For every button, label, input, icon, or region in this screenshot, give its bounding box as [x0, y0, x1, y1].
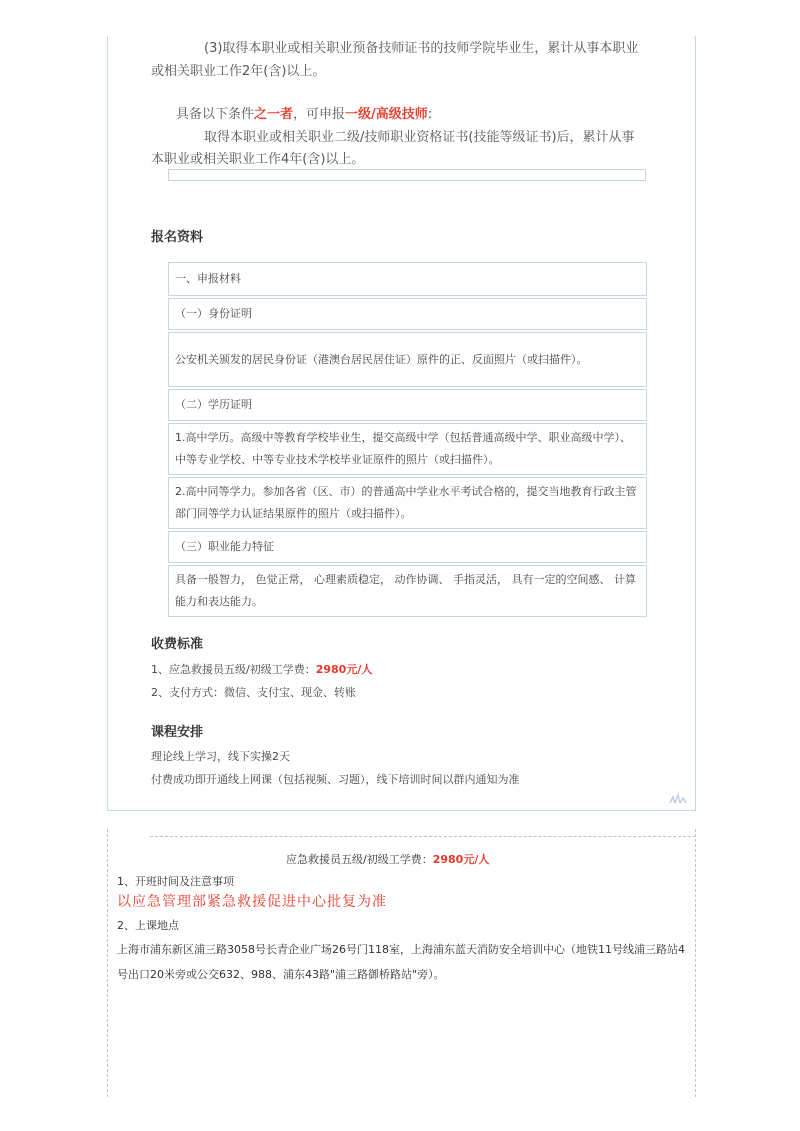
table-row: （一）身份证明	[168, 298, 647, 330]
location-address: 上海市浦东新区浦三路3058号长青企业广场26号门118室，上海浦东蓝天消防安全培训中心（地铁11号线浦三路站4号出口20米旁或公交632、988、浦东43路"浦三路御桥路站"旁）。	[117, 943, 685, 981]
table-row: 2.高中同等学力。参加各省（区、市）的普通高中学业水平考试合格的，提交当地教育行政主管部门同等学力认证结果原件的照片（或扫描件）。	[168, 477, 647, 529]
advanced-condition-intro	[176, 104, 432, 126]
fee-item-2: 2、支付方式：微信、支付宝、现金、转账	[151, 686, 356, 699]
empty-table-row	[168, 169, 646, 181]
approval-notice: 以应急管理部紧急救援促进中心批复为准	[117, 894, 387, 910]
schedule-line-2: 付费成功即开通线上网课（包括视频、习题），线下培训时间以群内通知为准	[151, 773, 520, 786]
registration-table	[168, 262, 647, 619]
section2-fee	[286, 851, 489, 867]
info-panel-top-border	[150, 836, 696, 837]
advanced-condition-line2: 本职业或相关职业工作4年(含)以上。	[151, 152, 365, 167]
table-row: （二）学历证明	[168, 389, 647, 421]
intro-colon: :	[427, 107, 433, 122]
table-row: 1.高中学历。高级中等教育学校毕业生，提交高级中学（包括普通高级中学、职业高级中学）、中等专业学校、中等专业技术学校毕业证原件的照片（或扫描件）。	[168, 423, 647, 475]
fee-price: 2980元/人	[315, 663, 373, 676]
registration-heading: 报名资料	[151, 230, 204, 245]
location-heading: 2、上课地点	[117, 919, 179, 932]
schedule-heading: 课程安排	[151, 725, 204, 740]
emphasis-level-title: 一级/高级技师	[345, 107, 428, 122]
fee-label: 1、应急救援员五级/初级工学费：	[151, 663, 316, 676]
table-row: （三）职业能力特征	[168, 531, 647, 563]
table-row: 具备一般智力， 色觉正常， 心理素质稳定， 动作协调、 手指灵活， 具有一定的空间感、 计算能力和表达能力。	[168, 565, 647, 617]
class-time-heading: 1、开班时间及注意事项	[117, 875, 234, 888]
schedule-line-1: 理论线上学习，线下实操2天	[151, 750, 290, 763]
fees-heading: 收费标准	[151, 637, 204, 652]
watermark-icon	[669, 792, 687, 804]
section2-fee-label: 应急救援员五级/初级工学费：	[286, 853, 433, 866]
section2-fee-price: 2980元/人	[432, 853, 490, 866]
emphasis-any-one: 之一者	[254, 107, 294, 122]
condition-3-line2: 或相关职业工作2年(含)以上。	[151, 64, 326, 79]
table-row: 公安机关颁发的居民身份证（港澳台居民居住证）原件的正、反面照片（或扫描件）。	[168, 332, 647, 387]
fee-item-1	[151, 661, 372, 677]
condition-3-line1: (3)取得本职业或相关职业预备技师证书的技师学院毕业生，累计从事本职业	[204, 41, 639, 56]
intro-text-mid: ，可申报	[293, 107, 346, 122]
table-row: 一、申报材料	[168, 262, 647, 296]
intro-text: 具备以下条件	[176, 107, 255, 122]
advanced-condition-line1: 取得本职业或相关职业二级/技师职业资格证书(技能等级证书)后，累计从事	[204, 130, 635, 145]
